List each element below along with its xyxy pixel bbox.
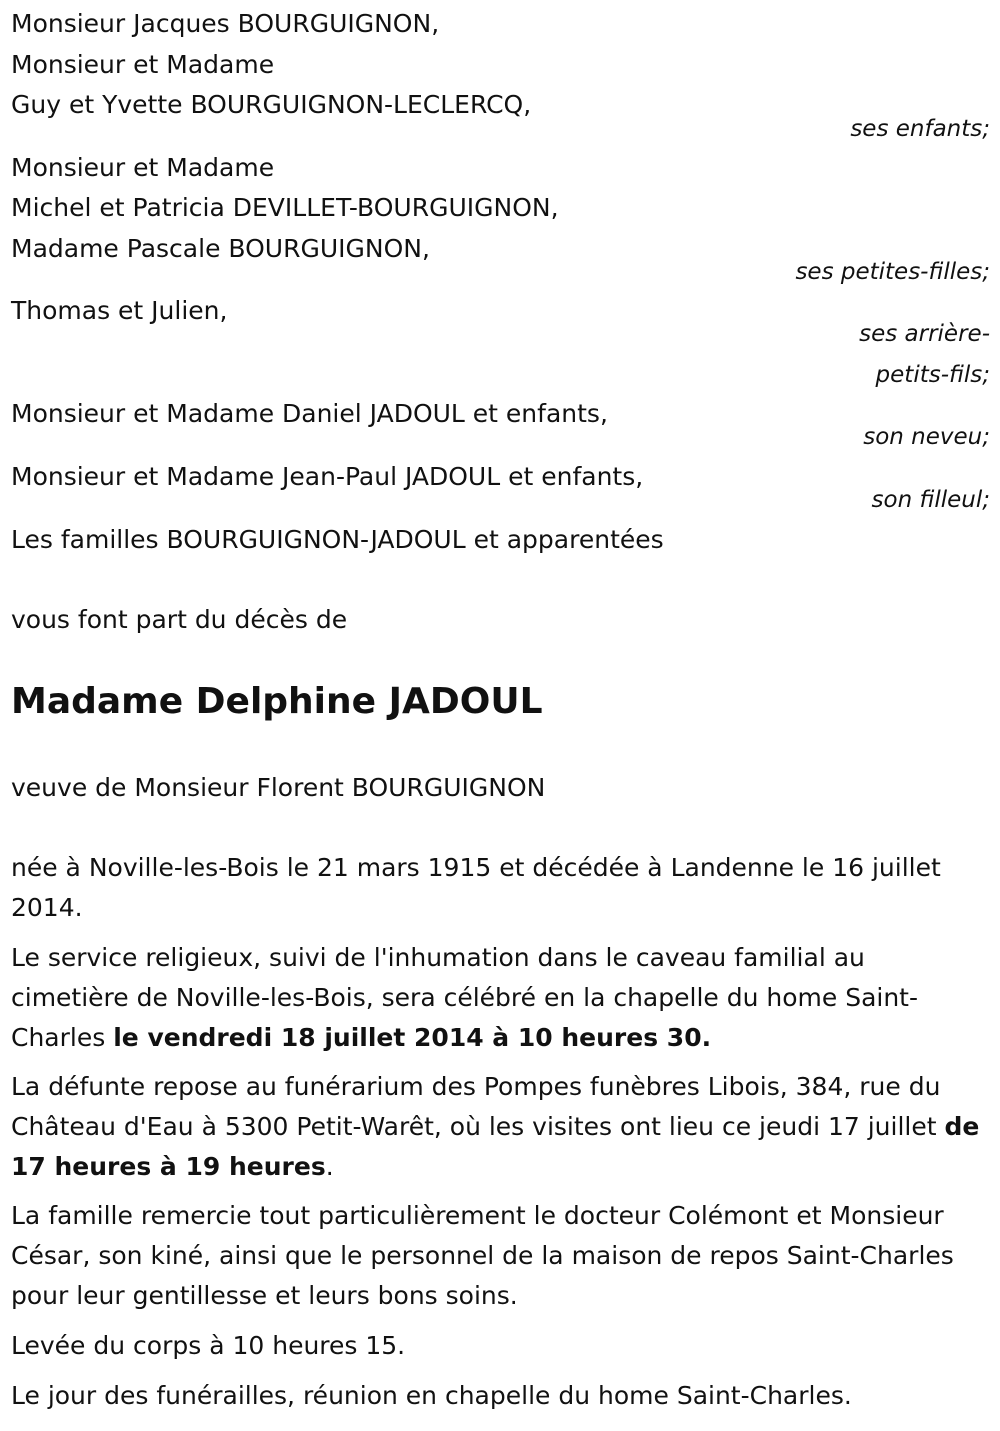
deceased-name: Madame Delphine JADOUL xyxy=(11,681,543,722)
family-line-grandchildren-3: Madame Pascale BOURGUIGNON, xyxy=(11,234,430,263)
family-line-children-3: Guy et Yvette BOURGUIGNON-LECLERCQ, xyxy=(11,90,532,119)
widow-of-text: veuve de Monsieur Florent BOURGUIGNON xyxy=(11,773,546,802)
service-paragraph xyxy=(11,938,986,1058)
rest-text: La défunte repose au funérarium des Pompes funèbres Libois, 384, rue du Château d'Eau à 5300 Petit-Warêt, où les visites ont lieu ce jeudi 17 juillet xyxy=(11,1072,941,1141)
birth-death-paragraph: née à Noville-les-Bois le 21 mars 1915 et décédée à Landenne le 16 juillet 2014. xyxy=(11,853,941,922)
relation-label-greatgrandchildren-2: petits-fils; xyxy=(875,362,990,388)
family-line-godson: Monsieur et Madame Jean-Paul JADOUL et enfants, xyxy=(11,462,644,491)
relation-label-godson: son filleul; xyxy=(871,487,990,513)
family-line-nephew: Monsieur et Madame Daniel JADOUL et enfants, xyxy=(11,399,608,428)
rest-end: . xyxy=(325,1152,334,1181)
service-text: Le service religieux, suivi de l'inhumation dans le caveau familial au cimetière de Noville-les-Bois, sera célébré en la chapelle du home Saint-Charles xyxy=(11,943,919,1052)
relation-label-greatgrandchildren-1: ses arrière- xyxy=(859,321,990,347)
family-line-grandchildren-1: Monsieur et Madame xyxy=(11,153,275,182)
family-line-children-2: Monsieur et Madame xyxy=(11,50,275,79)
family-line-families: Les familles BOURGUIGNON-JADOUL et apparentées xyxy=(11,525,664,554)
family-line-greatgrandchildren: Thomas et Julien, xyxy=(11,296,228,325)
service-date: le vendredi 18 juillet 2014 à 10 heures 30. xyxy=(113,1023,712,1052)
relation-label-children: ses enfants; xyxy=(850,116,990,142)
relation-label-nephew: son neveu; xyxy=(863,424,990,450)
levee-paragraph: Levée du corps à 10 heures 15. xyxy=(11,1331,406,1360)
family-line-grandchildren-2: Michel et Patricia DEVILLET-BOURGUIGNON, xyxy=(11,193,559,222)
thanks-paragraph: La famille remercie tout particulièrement le docteur Colémont et Monsieur César, son kiné, ainsi que le personnel de la maison de repos Saint-Charles pour leur gentillesse et leurs bons soins. xyxy=(11,1201,954,1310)
family-line-children-1: Monsieur Jacques BOURGUIGNON, xyxy=(11,9,440,38)
funeral-day-paragraph: Le jour des funérailles, réunion en chapelle du home Saint-Charles. xyxy=(11,1381,852,1410)
announcement-text: vous font part du décès de xyxy=(11,605,348,634)
rest-paragraph xyxy=(11,1067,986,1187)
relation-label-grandchildren: ses petites-filles; xyxy=(795,259,990,285)
rest-hours: de 17 heures à 19 heures xyxy=(11,1112,980,1181)
